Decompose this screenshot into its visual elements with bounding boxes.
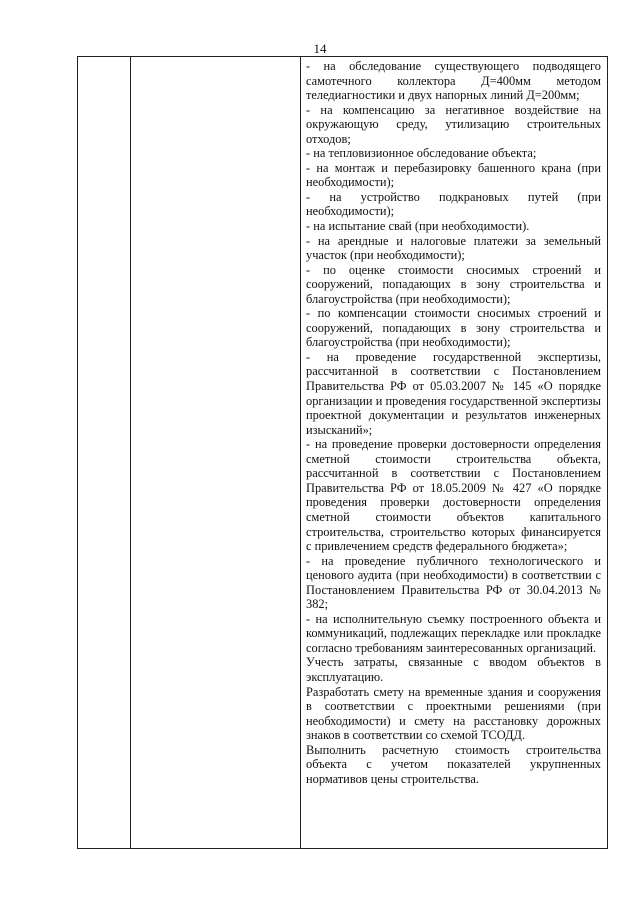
paragraph: - на проведение проверки достоверности определения сметной стоимости строительства объекта, рассчитанной в соответствии с Постановлением Правительства РФ от 18.05.2009 № 427 «О порядке проведения проверки достоверности определения сметной стоимости объектов капитального строительства, строительство которых финансируется с привлечением средств федерального бюджета»; xyxy=(306,437,601,554)
paragraph: - на проведение государственной экспертизы, рассчитанной в соответствии с Постановлением Правительства РФ от 05.03.2007 № 145 «О порядке организации и проведения государственной экспертизы проектной документации и результатов инженерных изысканий»; xyxy=(306,349,601,437)
paragraph: - на тепловизионное обследование объекта; xyxy=(306,146,537,161)
document-table xyxy=(77,56,608,849)
page-number: 14 xyxy=(313,41,327,56)
paragraph: - по компенсации стоимости сносимых строений и сооружений, попадающих в зону строительства и благоустройства (при необходимости); xyxy=(306,306,601,350)
paragraph: Разработать смету на временные здания и сооружения в соответствии с проектными решениями (при необходимости) и смету на расстановку дорожных знаков в соответствии со схемой ТСОДД. xyxy=(306,684,601,743)
paragraph: - по оценке стоимости сносимых строений и сооружений, попадающих в зону строительства и благоустройства (при необходимости); xyxy=(306,262,601,306)
paragraph: - на монтаж и перебазировку башенного крана (при необходимости); xyxy=(306,160,601,190)
paragraph: - на исполнительную съемку построенного объекта и коммуникаций, подлежащих перекладке или прокладке согласно требованиям заинтересованных организаций. xyxy=(306,611,601,655)
paragraph: Учесть затраты, связанные с вводом объектов в эксплуатацию. xyxy=(306,655,601,684)
paragraph: - на устройство подкрановых путей (при необходимости); xyxy=(306,189,601,219)
column-divider xyxy=(130,57,131,848)
paragraph: Выполнить расчетную стоимость строительства объекта с учетом показателей укрупненных нормативов цены строительства. xyxy=(306,742,601,786)
column-divider xyxy=(300,57,301,848)
requirements-cell xyxy=(306,59,601,786)
paragraph: - на арендные и налоговые платежи за земельный участок (при необходимости); xyxy=(306,233,601,263)
paragraph: - на компенсацию за негативное воздействие на окружающую среду, утилизацию строительных отходов; xyxy=(306,102,601,146)
paragraph: - на обследование существующего подводящего самотечного коллектора Д=400мм методом теледиагностики и двух напорных линий Д=200мм; xyxy=(306,59,601,103)
paragraph: - на испытание свай (при необходимости). xyxy=(306,219,530,234)
paragraph: - на проведение публичного технологического и ценового аудита (при необходимости) в соответствии с Постановлением Правительства РФ от 30.04.2013 № 382; xyxy=(306,553,601,612)
